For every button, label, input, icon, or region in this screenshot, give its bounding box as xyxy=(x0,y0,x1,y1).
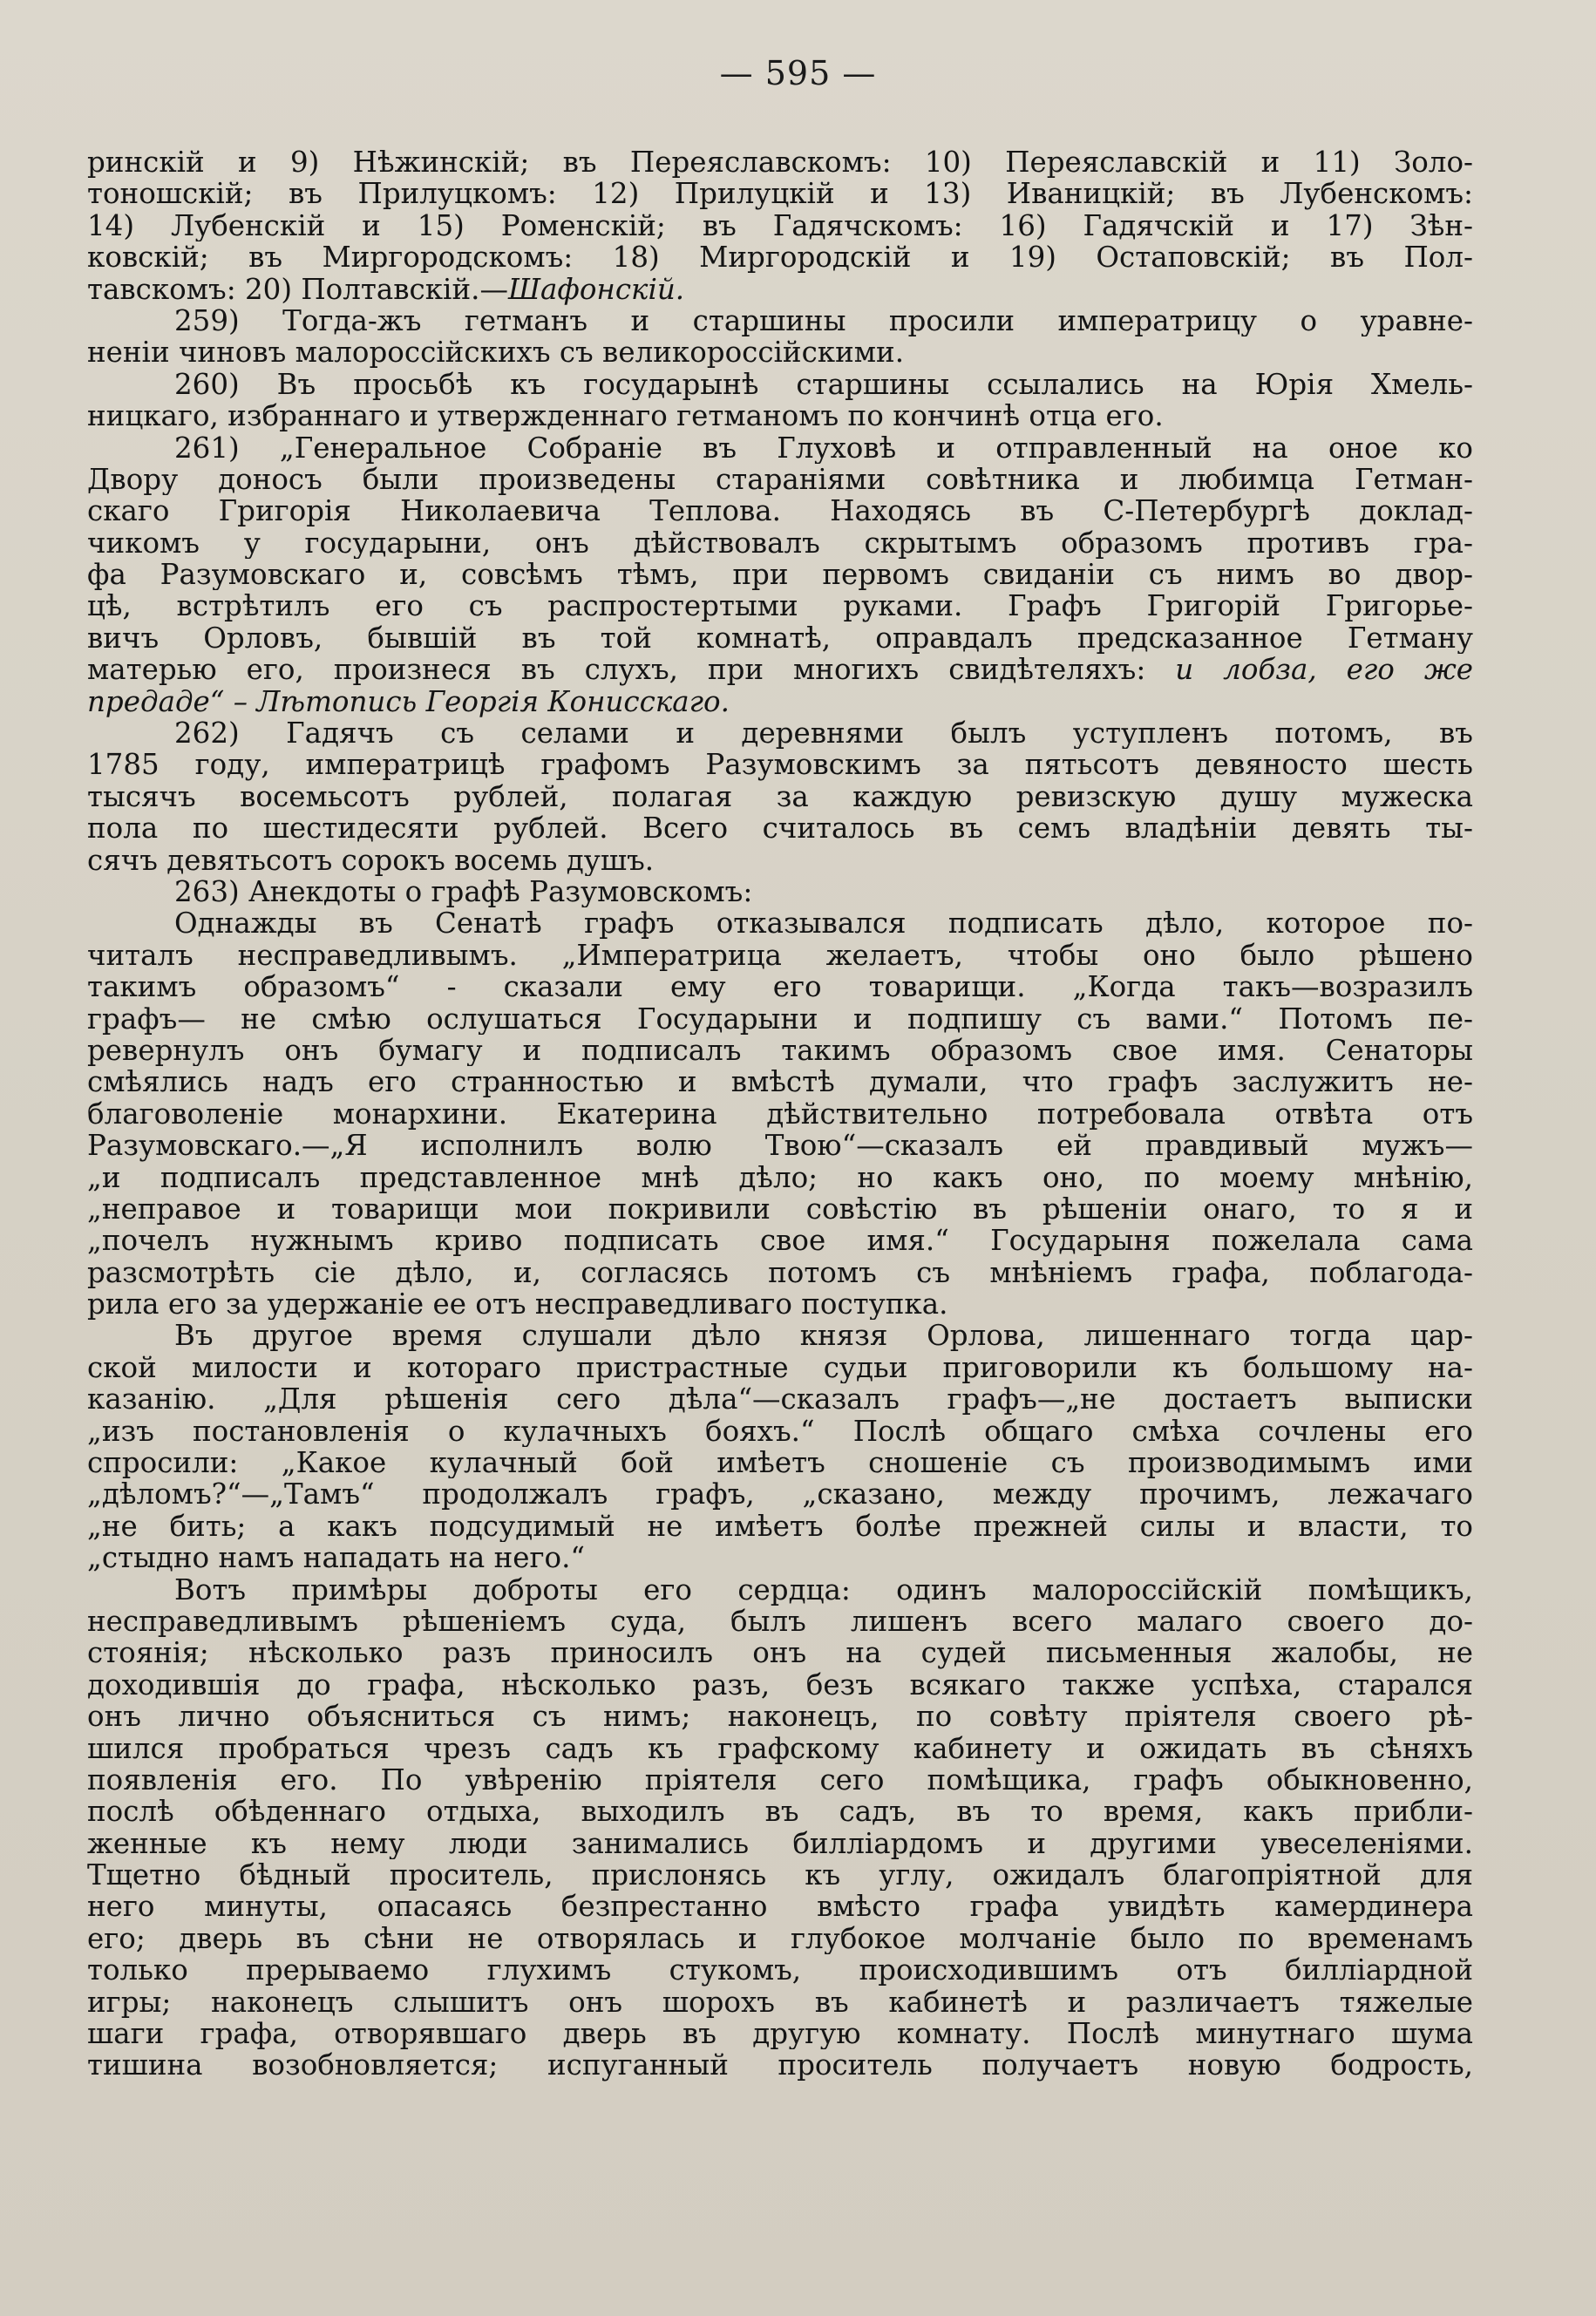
text-line xyxy=(87,1035,1473,1066)
text-line xyxy=(87,1606,1473,1637)
text-line xyxy=(87,876,1473,907)
text-line xyxy=(87,1416,1473,1447)
text-line xyxy=(87,1954,1473,1986)
text-line xyxy=(87,210,1473,241)
text-line-roman: благоволеніе монархини. Екатерина дѣйствительно потребовала отвѣта отъ xyxy=(87,1097,1473,1131)
text-line-roman: Двору доносъ были произведены стараніями совѣтника и любимца Гетман- xyxy=(87,463,1473,496)
text-line-roman: 1785 году, императрицѣ графомъ Разумовскимъ за пятьсотъ девяносто шесть xyxy=(87,749,1473,781)
text-line xyxy=(87,940,1473,971)
text-line xyxy=(87,1637,1473,1668)
text-line-italic: предаде“ – Лѣтопись Георгія Конисскаго. xyxy=(87,685,730,718)
text-line xyxy=(87,1669,1473,1701)
text-line xyxy=(87,1447,1473,1478)
text-line-roman: „изъ постановленія о кулачныхъ бояхъ.“ Послѣ общаго смѣха сочлены его xyxy=(87,1415,1473,1448)
text-line xyxy=(87,686,1473,717)
text-line-roman: шился пробраться чрезъ садъ къ графскому кабинету и ожидать въ сѣняхъ xyxy=(87,1732,1473,1764)
text-line xyxy=(87,241,1473,273)
text-line-roman: графъ— не смѣю ослушаться Государыни и подпишу съ вами.“ Потомъ пе- xyxy=(87,1002,1473,1035)
text-line xyxy=(87,495,1473,526)
text-line-roman: ковскій; въ Миргородскомъ: 18) Миргородскій и 19) Остаповскій; въ Пол- xyxy=(87,241,1473,274)
text-line xyxy=(87,274,1473,305)
text-line-roman: Вотъ примѣры доброты его сердца: одинъ малороссійскій помѣщикъ, xyxy=(174,1573,1473,1606)
text-line xyxy=(87,1320,1473,1351)
text-line-roman: Разумовскаго.—„Я исполнилъ волю Твою“—сказалъ ей правдивый мужъ— xyxy=(87,1130,1473,1162)
text-line xyxy=(87,971,1473,1002)
text-line-roman: шаги графа, отворявшаго дверь въ другую комнату. Послѣ минутнаго шума xyxy=(87,2018,1473,2050)
text-line xyxy=(87,1257,1473,1288)
text-line xyxy=(87,590,1473,621)
text-line-roman: появленія его. По увѣренію пріятеля сего помѣщика, графъ обыкновенно, xyxy=(87,1763,1473,1796)
text-line-italic: Шафонскій. xyxy=(507,273,685,305)
text-line xyxy=(87,2018,1473,2049)
text-line xyxy=(87,1859,1473,1891)
text-line-roman: 263) Анекдоты о графѣ Разумовскомъ: xyxy=(174,875,753,908)
text-line-roman: только прерываемо глухимъ стукомъ, происходившимъ отъ билліардной xyxy=(87,1954,1473,1987)
text-line-roman: читалъ несправедливымъ. „Императрица желаетъ, чтобы оно было рѣшено xyxy=(87,939,1473,972)
text-line xyxy=(87,1193,1473,1225)
text-line xyxy=(87,1130,1473,1161)
text-line-roman: „неправое и товарищи мои покривили совѣстію въ рѣшеніи онаго, то я и xyxy=(87,1192,1473,1226)
text-line-roman: женные къ нему люди занимались билліардомъ и другими увеселеніями. xyxy=(87,1827,1473,1860)
text-line-roman: онъ лично объясниться съ нимъ; наконецъ, по совѣту пріятеля своего рѣ- xyxy=(87,1701,1473,1733)
text-line xyxy=(87,1511,1473,1542)
text-line-roman: 261) „Генеральное Собраніе въ Глуховѣ и отправленный на оное ко xyxy=(174,431,1473,464)
text-line-roman: 259) Тогда-жъ гетманъ и старшины просили императрицу о уравне- xyxy=(174,304,1473,337)
text-line xyxy=(87,1352,1473,1383)
text-line xyxy=(87,1764,1473,1796)
text-line xyxy=(87,559,1473,590)
text-line-roman: цѣ, встрѣтилъ его съ распростертыми руками. Графъ Григорій Григорье- xyxy=(87,590,1473,622)
text-line-roman: послѣ обѣденнаго отдыха, выходилъ въ садъ, въ то время, какъ прибли- xyxy=(87,1796,1473,1828)
text-line-roman: Однажды въ Сенатѣ графъ отказывался подписать дѣло, которое по- xyxy=(174,907,1473,940)
text-line-roman: игры; наконецъ слышитъ онъ шорохъ въ кабинетѣ и различаетъ тяжелые xyxy=(87,1986,1473,2019)
text-line-roman: казанію. „Для рѣшенія сего дѣла“—сказалъ графъ—„не достаетъ выписки xyxy=(87,1383,1473,1416)
text-line-roman: 14) Лубенскій и 15) Роменскій; въ Гадячскомъ: 16) Гадячскій и 17) Зѣн- xyxy=(87,209,1473,242)
text-line-roman: доходившія до графа, нѣсколько разъ, безъ всякаго также успѣха, старался xyxy=(87,1668,1473,1701)
text-line-roman: рила его за удержаніе ее отъ несправедливаго поступка. xyxy=(87,1288,948,1321)
text-line xyxy=(87,1003,1473,1035)
text-line xyxy=(87,2049,1473,2081)
text-line-roman: ской милости и котораго пристрастные судьи приговорили къ большому на- xyxy=(87,1351,1473,1384)
text-line xyxy=(87,907,1473,939)
text-line-roman: несправедливымъ рѣшеніемъ суда, былъ лишенъ всего малаго своего до- xyxy=(87,1605,1473,1638)
text-line xyxy=(87,654,1473,685)
text-line-italic: и лобза, его же xyxy=(1175,654,1473,686)
page-number: — 595 — xyxy=(719,54,877,92)
text-line-roman: ринскій и 9) Нѣжинскій; въ Переяславскомъ: 10) Переяславскій и 11) Золо- xyxy=(87,146,1473,179)
text-line xyxy=(87,781,1473,812)
text-line xyxy=(87,527,1473,559)
text-line-roman: него минуты, опасаясь безпрестанно вмѣсто графа увидѣть камердинера xyxy=(87,1891,1473,1923)
text-line-roman: „и подписалъ представленное мнѣ дѣло; но какъ оно, по моему мнѣнію, xyxy=(87,1161,1473,1193)
text-line-roman: вичъ Орловъ, бывшій въ той комнатѣ, оправдалъ предсказанное Гетману xyxy=(87,621,1473,655)
text-line-roman: „почелъ нужнымъ криво подписать свое имя.“ Государыня пожелала сама xyxy=(87,1225,1473,1257)
text-line xyxy=(87,1478,1473,1510)
text-line-roman: тавскомъ: 20) Полтавскій.— xyxy=(87,273,508,305)
text-line-roman: неніи чиновъ малороссійскихъ съ великороссійскими. xyxy=(87,336,905,369)
text-line xyxy=(87,749,1473,780)
text-line xyxy=(87,845,1473,876)
text-line-roman: его; дверь въ сѣни не отворялась и глубокое молчаніе было по временамъ xyxy=(87,1922,1473,1955)
text-line-roman: „дѣломъ?“—„Тамъ“ продолжалъ графъ, „сказано, между прочимъ, лежачаго xyxy=(87,1478,1473,1511)
text-line-roman: 262) Гадячъ съ селами и деревнями былъ уступленъ потомъ, въ xyxy=(174,717,1473,750)
text-line xyxy=(87,1288,1473,1320)
text-line xyxy=(87,1098,1473,1130)
text-line xyxy=(87,369,1473,400)
text-line xyxy=(87,1891,1473,1922)
text-line xyxy=(87,305,1473,336)
text-line xyxy=(87,1701,1473,1732)
text-line xyxy=(87,1542,1473,1573)
text-line-roman: чикомъ у государыни, онъ дѣйствовалъ скрытымъ образомъ противъ гра- xyxy=(87,526,1473,560)
text-line-roman: тоношскій; въ Прилуцкомъ: 12) Прилуцкій и 13) Иваницкій; въ Лубенскомъ: xyxy=(87,178,1473,210)
text-line xyxy=(87,178,1473,209)
text-line-roman: матерью его, произнеся въ слухъ, при многихъ свидѣтеляхъ: xyxy=(87,654,1176,686)
text-line xyxy=(87,464,1473,495)
text-line xyxy=(87,1987,1473,2018)
text-line xyxy=(87,1225,1473,1256)
text-line xyxy=(87,717,1473,749)
text-line xyxy=(87,1574,1473,1606)
text-line-roman: смѣялись надъ его странностью и вмѣстѣ думали, что графъ заслужитъ не- xyxy=(87,1066,1473,1098)
text-line-roman: „не бить; а какъ подсудимый не имѣетъ болѣе прежней силы и власти, то xyxy=(87,1510,1473,1543)
text-line xyxy=(87,400,1473,431)
text-line-roman: пола по шестидесяти рублей. Всего считалось въ семъ владѣніи девять ты- xyxy=(87,812,1473,845)
text-line-roman: скаго Григорія Николаевича Теплова. Находясь въ С-Петербургѣ доклад- xyxy=(87,495,1473,527)
text-line-roman: спросили: „Какое кулачный бой имѣетъ сношеніе съ производимымъ ими xyxy=(87,1447,1473,1479)
text-line xyxy=(87,336,1473,368)
text-line-roman: разсмотрѣть сіе дѣло, и, согласясь потомъ съ мнѣніемъ графа, поблагода- xyxy=(87,1256,1473,1289)
text-line-roman: „стыдно намъ нападать на него.“ xyxy=(87,1542,586,1574)
text-line xyxy=(87,146,1473,178)
text-line xyxy=(87,622,1473,654)
text-line xyxy=(87,1828,1473,1859)
text-line-roman: сячъ девятьсотъ сорокъ восемь душъ. xyxy=(87,844,655,876)
text-line-roman: ницкаго, избраннаго и утвержденнаго гетманомъ по кончинѣ отца его. xyxy=(87,400,1164,432)
text-line-roman: такимъ образомъ“ - сказали ему его товарищи. „Когда такъ—возразилъ xyxy=(87,971,1473,1003)
text-line xyxy=(87,1066,1473,1097)
text-line-roman: стоянія; нѣсколько разъ приносилъ онъ на судей письменныя жалобы, не xyxy=(87,1637,1473,1669)
text-line-roman: Въ другое время слушали дѣло князя Орлова, лишеннаго тогда цар- xyxy=(174,1320,1473,1352)
text-line xyxy=(87,1162,1473,1193)
text-line-roman: 260) Въ просьбѣ къ государынѣ старшины ссылались на Юрія Хмель- xyxy=(174,368,1473,401)
text-line xyxy=(87,1923,1473,1954)
text-line xyxy=(87,812,1473,844)
text-line xyxy=(87,1796,1473,1827)
text-line-roman: тысячъ восемьсотъ рублей, полагая за каждую ревизскую душу мужеска xyxy=(87,780,1473,813)
text-line-roman: фа Разумовскаго и, совсѣмъ тѣмъ, при первомъ свиданіи съ нимъ во двор- xyxy=(87,559,1473,591)
text-line xyxy=(87,1733,1473,1764)
text-line xyxy=(87,1383,1473,1415)
text-line-roman: Тщетно бѣдный проситель, прислонясь къ углу, ожидалъ благопріятной для xyxy=(87,1859,1473,1892)
text-line xyxy=(87,432,1473,464)
text-line-roman: ревернулъ онъ бумагу и подписалъ такимъ образомъ свое имя. Сенаторы xyxy=(87,1034,1473,1067)
page-text xyxy=(87,146,1473,2082)
text-line-roman: тишина возобновляется; испуганный проситель получаетъ новую бодрость, xyxy=(87,2049,1473,2082)
